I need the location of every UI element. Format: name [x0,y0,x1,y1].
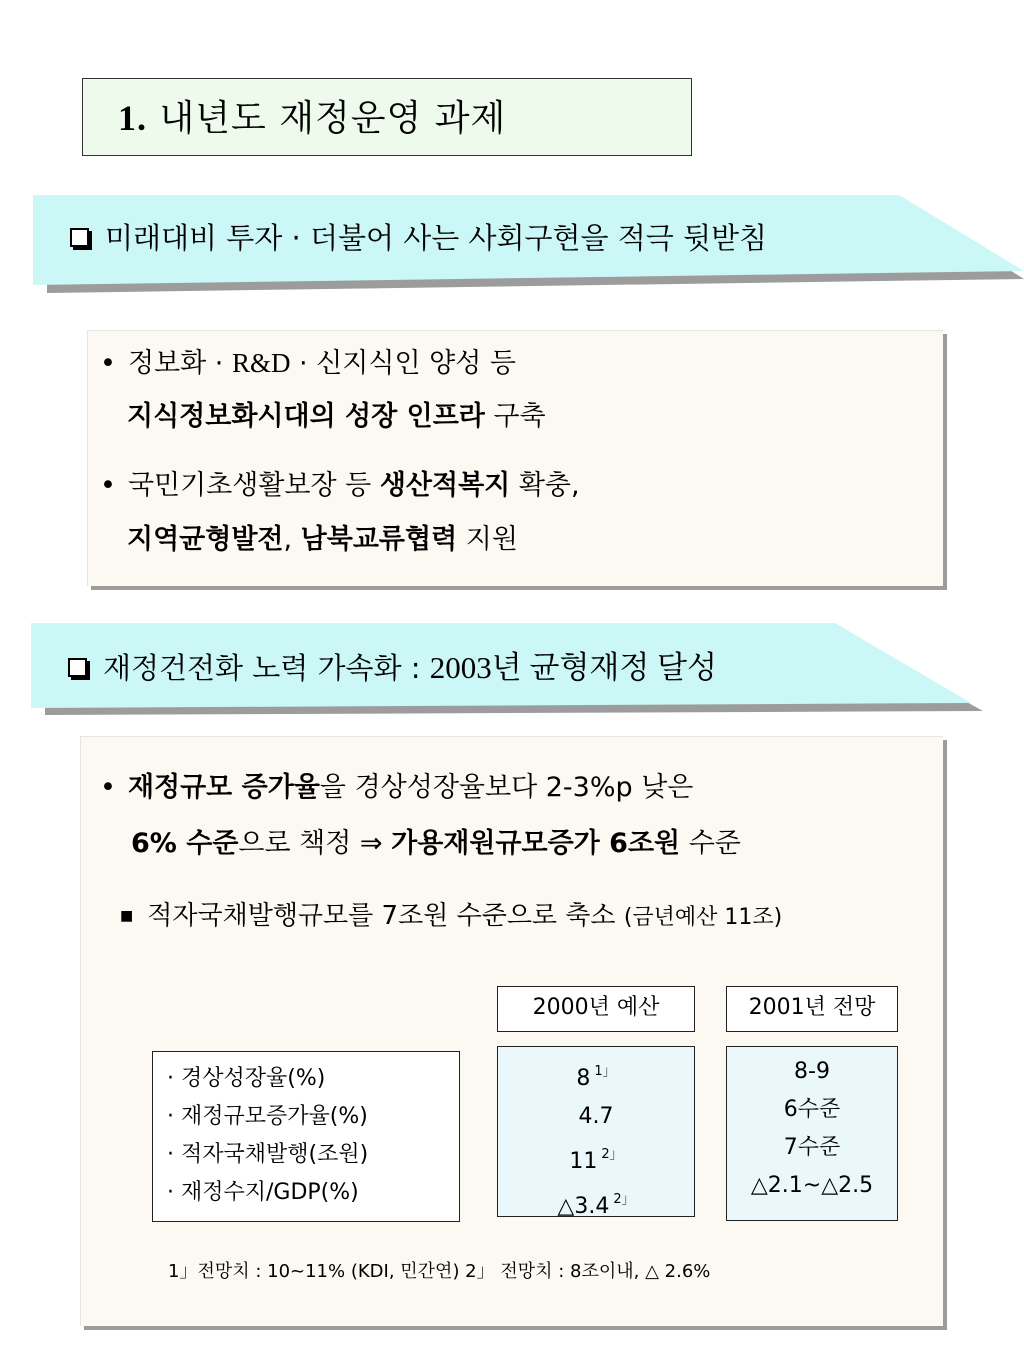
text: R&D [231,348,291,378]
value-row: 6수준 [783,1097,841,1122]
text: 으로 책정 ⇒ [238,828,392,859]
page-title [118,94,506,143]
value: 11 [569,1149,598,1174]
label-row: · 재정수지/GDP(%) [167,1180,359,1205]
bullet-dot-icon: • [100,470,116,501]
text: 지역균형발전 [127,524,284,555]
text: · 신지식인 양성 등 [290,348,516,379]
checkbox-bullet-icon [68,658,87,677]
text: (금년예산 11조) [623,905,783,930]
label-row: · 경상성장율(%) [167,1066,326,1091]
bullet-dot-icon: • [100,772,116,803]
value-row: △2.1~△2.5 [750,1173,874,1198]
s1-bullet1-line1 [100,345,516,382]
label-row: · 적자국채발행(조원) [167,1142,369,1167]
text: , [283,524,301,555]
value: △3.4 [557,1194,610,1219]
text: 지원 [457,524,518,555]
value-row [498,1098,694,1136]
text: 가용재원규모증가 6조원 [391,828,681,859]
label-row: · 재정규모증가율(%) [167,1104,368,1129]
text: 남북교류협력 [300,524,458,555]
square-bullet-icon: ■ [120,908,134,924]
col-2001-box [726,1046,898,1221]
section2-banner-label [68,650,717,686]
header-2000: 2000년 예산 [497,986,695,1032]
value-row: 8-9 [794,1059,830,1084]
banner-highlight: 2003년 균형재정 달성 [429,650,717,685]
s2-bullet1-line1 [100,770,693,806]
text: 확충, [510,470,580,501]
section1-banner-label [70,220,767,256]
value: 8 [576,1066,591,1091]
title-text: 내년도 재정운영 과제 [159,98,507,139]
text: 수준 [680,828,741,859]
value-row [498,1136,694,1181]
title-number: 1. [118,98,147,138]
value-row [498,1053,694,1098]
text: 지식정보화시대의 성장 인프라 [127,401,485,432]
label-box [152,1051,460,1222]
value-row [498,1181,694,1226]
s1-bullet2-line2 [127,522,518,558]
s1-bullet1-line2 [127,399,546,435]
text: 구축 [484,401,546,432]
value: 4.7 [578,1104,614,1129]
text: 생산적복지 [379,470,511,501]
s1-bullet2-line1 [100,468,580,504]
banner-text: 미래대비 투자 · 더불어 사는 사회구현을 적극 뒷받침 [105,221,768,255]
text: 을 경상성장율보다 2-3%p 낮은 [319,772,694,803]
col-2000-box [497,1046,695,1217]
text: 6% 수준 [131,828,239,859]
header-2001: 2001년 전망 [726,986,898,1032]
bullet-dot-icon: • [100,348,116,379]
note: 1」 [594,1064,616,1079]
checkbox-bullet-icon [70,228,89,247]
text: 재정규모 증가율 [127,772,320,803]
banner-text: 재정건전화 노력 가속화 : [103,651,430,685]
s2-sub-bullet [120,898,782,936]
text: 국민기초생활보장 등 [127,470,380,501]
value-row: 7수준 [783,1135,841,1160]
s2-bullet1-line2 [131,826,741,862]
text: 적자국채발행규모를 7조원 수준으로 축소 [147,901,624,931]
text: 정보화 · [127,348,232,379]
note: 2」 [613,1192,635,1207]
note: 2」 [601,1147,623,1162]
footnote: 1」전망치 : 10~11% (KDI, 민간연) 2」 전망치 : 8조이내, △ 2.6% [168,1261,711,1282]
